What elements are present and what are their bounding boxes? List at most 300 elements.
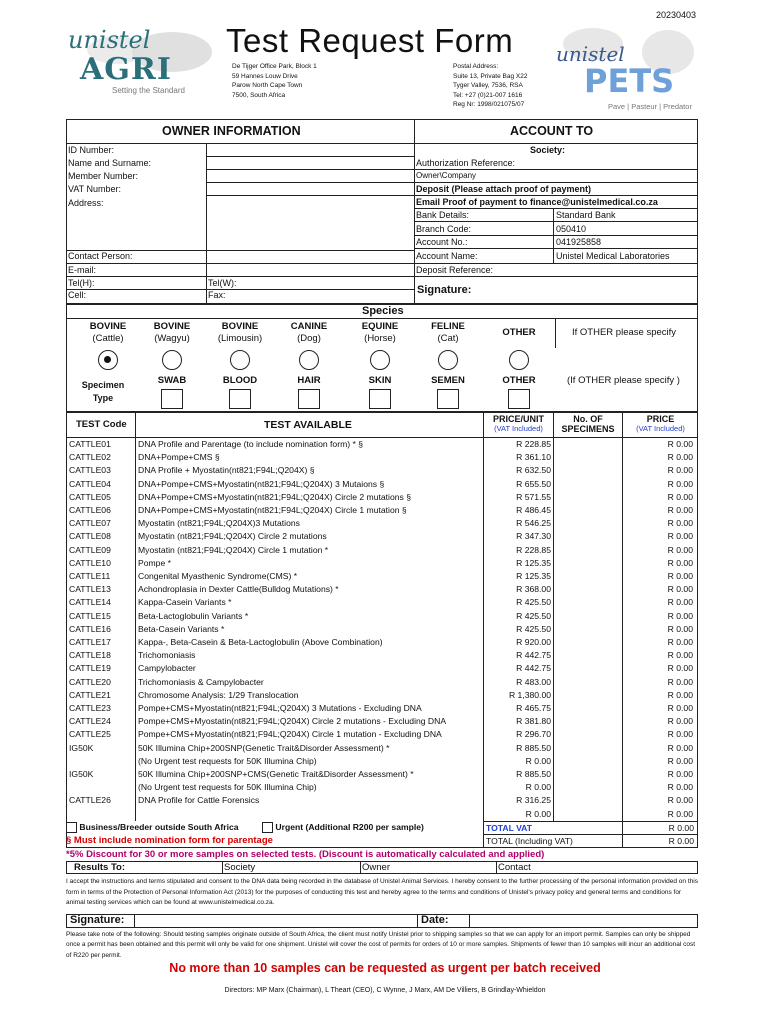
line-total: R 0.00 [667, 571, 693, 581]
specimen-option-label: SWAB [157, 375, 187, 386]
table-row [67, 676, 697, 689]
specimen-count-field[interactable] [555, 689, 621, 702]
test-code: CATTLE25 [69, 729, 111, 740]
test-code: CATTLE24 [69, 716, 111, 727]
line-total: R 0.00 [667, 650, 693, 661]
form-code: 20230403 [656, 10, 697, 20]
outside-sa-checkbox[interactable] [66, 822, 77, 833]
specimen-count-field[interactable] [555, 557, 621, 570]
unit-price: R 361.10 [516, 452, 551, 463]
species-subname: (Dog) [297, 333, 321, 344]
test-code: CATTLE17 [69, 637, 111, 647]
vat-number-label: VAT Number: [68, 184, 122, 194]
pets-logo-bottom: PETS [584, 62, 675, 100]
pets-logo-top: unistel [556, 42, 625, 66]
urgent-notice: No more than 10 samples can be requested as urgent per batch received [169, 961, 601, 975]
society-label: Society: [530, 145, 566, 155]
postal-address-line: Postal Address: [453, 63, 499, 70]
bank-row-label: Branch Code: [416, 224, 472, 234]
line-total: R 0.00 [667, 452, 693, 463]
office-address-line: Parow North Cape Town [232, 82, 303, 89]
test-code: CATTLE21 [69, 689, 111, 700]
name-label: Name and Surname: [68, 158, 152, 168]
test-name: Myostatin (nt821;F94L;Q204X)3 Mutations [138, 518, 300, 529]
unit-price: R 381.80 [516, 716, 551, 727]
pets-logo-tagline: Pave | Pasteur | Predator [608, 102, 692, 111]
table-row [67, 768, 697, 781]
test-code: CATTLE06 [69, 505, 111, 515]
id-number-label: ID Number: [68, 145, 115, 155]
specimen-count-field[interactable] [555, 755, 621, 768]
results-label: Results To: [74, 862, 126, 873]
account-signature-label: Signature: [417, 284, 472, 296]
species-option-3 [274, 321, 344, 345]
line-total: R 0.00 [667, 531, 693, 542]
results-owner[interactable] [362, 862, 390, 873]
test-name: Chromosome Analysis: 1/29 Translocation [138, 689, 299, 700]
specimen-count-field[interactable] [555, 715, 621, 728]
test-name: Pompe+CMS+Myostatin(nt821;F94L;Q204X) 3 Mutations - Excluding DNA [138, 703, 422, 713]
unit-price: R 632.50 [516, 465, 551, 476]
line-total: R 0.00 [667, 505, 693, 515]
species-radio[interactable] [299, 350, 319, 370]
test-name: 50K Illumina Chip+200SNP+CMS(Genetic Trait&Disorder Assessment) * [138, 769, 414, 779]
postal-address-line: Tyger Valley, 7536, RSA [453, 82, 523, 89]
owner-company-label: Owner\Company [416, 171, 477, 180]
test-code: CATTLE09 [69, 544, 111, 555]
species-name: FELINE [431, 321, 465, 332]
unit-price: R 125.35 [516, 571, 551, 581]
species-radio[interactable] [370, 350, 390, 370]
unit-price: R 486.45 [516, 505, 551, 515]
line-total: R 0.00 [667, 742, 693, 753]
test-code: CATTLE05 [69, 491, 111, 502]
date-label: Date: [421, 914, 449, 926]
outside-sa-option[interactable] [66, 822, 239, 833]
table-row [67, 623, 697, 636]
species-radio[interactable] [438, 350, 458, 370]
line-total: R 0.00 [667, 544, 693, 555]
specimen-count-field[interactable] [555, 596, 621, 609]
specimen-count-field[interactable] [555, 570, 621, 583]
postal-address-line: Reg Nr: 1998/021075/07 [453, 101, 525, 108]
unit-price: R 296.70 [516, 729, 551, 740]
agri-logo-tagline: Setting the Standard [112, 86, 185, 95]
test-code: CATTLE14 [69, 597, 111, 608]
test-code: CATTLE18 [69, 650, 111, 661]
specimen-count-field[interactable] [555, 583, 621, 596]
footnote: Please take note of the following: Should testing samples originate outside of South Africa, the client must notify Unistel prior to shipping samples so that we can apply for an import permit. Samples can only be shipped once a permit has been obtained and this permit will only be valid for one shipment. Unistel will cover the cost of permits for orders of 10 or more samples. Shipments of fewer than 10 samples will incur an additional cost of R220 per permit. [66, 931, 696, 959]
test-name: Trichomoniasis [138, 650, 196, 661]
specimen-label [72, 380, 134, 403]
test-name: Pompe+CMS+Myostatin(nt821;F94L;Q204X) Circle 2 mutations - Excluding DNA [138, 716, 447, 727]
test-code: CATTLE07 [69, 518, 111, 529]
line-total: R 0.00 [667, 676, 693, 687]
table-row [67, 504, 697, 517]
species-subname: (Wagyu) [154, 333, 190, 344]
results-society-label: Society [224, 862, 256, 873]
specimen-count-field[interactable] [555, 794, 621, 807]
specimen-count-field[interactable] [555, 781, 621, 794]
unit-price: R 920.00 [516, 637, 551, 647]
test-code: CATTLE16 [69, 623, 111, 634]
table-row [67, 702, 697, 715]
species-name: BOVINE [221, 321, 259, 332]
table-row [67, 464, 697, 477]
specimen-option-label: BLOOD [222, 375, 258, 386]
unit-price: R 442.75 [516, 650, 551, 661]
unit-price: R 425.50 [516, 597, 551, 608]
test-name: Kappa-, Beta-Casein & Beta-Lactoglobulin (Above Combination) [138, 637, 383, 647]
bank-row-value: 050410 [556, 224, 587, 234]
unit-price: R 316.25 [516, 795, 551, 806]
urgent-checkbox[interactable] [262, 822, 273, 833]
test-code: CATTLE01 [69, 439, 111, 449]
table-row [67, 570, 697, 583]
table-row [67, 689, 697, 702]
species-name: CANINE [290, 321, 328, 332]
office-address-line: 7500, South Africa [232, 91, 286, 99]
test-name: Myostatin (nt821;F94L;Q204X) Circle 2 mutations [138, 531, 327, 542]
agri-logo-bottom: AGRI [80, 52, 172, 87]
specimen-option-label: HAIR [297, 375, 321, 386]
test-name: DNA Profile + Myostatin(nt821;F94L;Q204X) § [138, 465, 315, 476]
species-heading: Species [362, 305, 404, 317]
unit-price: R 885.50 [516, 742, 551, 753]
table-row [67, 530, 697, 543]
table-row [67, 610, 697, 623]
unit-price: R 347.30 [516, 531, 551, 542]
col-code-header: TEST Code [76, 419, 127, 430]
table-row [67, 728, 697, 741]
specimen-count-field[interactable] [555, 623, 621, 636]
specimen-option-label: SEMEN [431, 375, 465, 386]
specimen-count-field[interactable] [555, 517, 621, 530]
unit-price: R 0.00 [525, 782, 551, 793]
specimen-count-field[interactable] [555, 649, 621, 662]
test-code: IG50K [69, 769, 94, 779]
unit-price: R 0.00 [525, 808, 551, 819]
test-code: CATTLE10 [69, 557, 111, 568]
unit-price: R 483.00 [516, 676, 551, 687]
test-name: Trichomoniasis & Campylobacter [138, 676, 264, 687]
unistel-agri-logo [62, 22, 217, 102]
table-row [67, 544, 697, 557]
specimen-count-field[interactable] [555, 768, 621, 781]
species-radio[interactable] [230, 350, 250, 370]
line-total: R 0.00 [667, 729, 693, 740]
unit-price: R 465.75 [516, 703, 551, 713]
test-code: CATTLE03 [69, 465, 111, 476]
species-option-0 [73, 321, 143, 345]
results-contact[interactable] [498, 862, 531, 873]
table-row [67, 755, 697, 768]
office-address-line: 59 Hannes Louw Drive [232, 72, 298, 80]
specimen-count-field[interactable] [555, 451, 621, 464]
table-row [67, 596, 697, 609]
owner-heading: OWNER INFORMATION [162, 124, 301, 138]
species-other-specify: If OTHER please specify [572, 327, 677, 338]
line-total: R 0.00 [667, 465, 693, 476]
table-row [67, 438, 697, 451]
line-total: R 0.00 [667, 584, 693, 595]
postal-address-line: Suite 13, Private Bag X22 [453, 72, 528, 80]
office-address [232, 62, 317, 100]
table-row [67, 557, 697, 570]
member-number-label: Member Number: [68, 171, 139, 181]
specimen-count-field[interactable] [555, 478, 621, 491]
col-total-note: (VAT Included) [636, 424, 685, 433]
col-price-title: PRICE/UNIT [492, 414, 544, 424]
specimen-checkbox[interactable] [508, 389, 530, 409]
total-vat-value: R 0.00 [668, 823, 694, 833]
address-label: Address: [68, 198, 104, 208]
specimen-other-specify: (If OTHER please specify ) [567, 375, 680, 386]
test-name: Beta-Lactoglobulin Variants * [138, 610, 249, 621]
table-row [67, 583, 697, 596]
species-option-5 [413, 321, 483, 345]
unit-price: R 228.85 [516, 439, 551, 449]
line-total: R 0.00 [667, 491, 693, 502]
line-total: R 0.00 [667, 769, 693, 779]
specimen-label-2: Type [92, 393, 114, 403]
line-total: R 0.00 [667, 689, 693, 700]
specimen-option-label: OTHER [502, 375, 536, 386]
test-name: Kappa-Casein Variants * [138, 597, 232, 608]
total-vat-label: TOTAL VAT [486, 823, 532, 833]
specimen-checkbox[interactable] [161, 389, 183, 409]
unit-price: R 425.50 [516, 623, 551, 634]
signature-field[interactable] [135, 915, 416, 927]
contact-person-label: Contact Person: [68, 251, 133, 261]
discount-note: *5% Discount for 30 or more samples on selected tests. (Discount is automatically calculated and applied) [66, 849, 545, 860]
unistel-pets-logo [548, 22, 698, 112]
test-code: CATTLE19 [69, 663, 111, 674]
test-name: DNA+Pompe+CMS+Myostatin(nt821;F94L;Q204X) 3 Mutaions § [138, 478, 385, 489]
line-total: R 0.00 [667, 637, 693, 647]
date-field[interactable] [470, 915, 697, 927]
test-name: DNA+Pompe+CMS+Myostatin(nt821;F94L;Q204X) Circle 1 mutation § [138, 505, 407, 515]
test-name: DNA Profile for Cattle Forensics [138, 795, 260, 806]
agri-logo-top: unistel [68, 26, 151, 54]
table-row [67, 715, 697, 728]
test-name: DNA+Pompe+CMS § [138, 452, 220, 463]
email-label: E-mail: [68, 265, 97, 275]
unit-price: R 546.25 [516, 518, 551, 529]
specimen-count-field[interactable] [555, 728, 621, 741]
specimen-count-field[interactable] [555, 544, 621, 557]
test-code: CATTLE26 [69, 795, 111, 806]
species-option-6 [484, 327, 554, 339]
test-name: DNA Profile and Parentage (to include nomination form) * § [138, 439, 363, 449]
specimen-count-field[interactable] [555, 464, 621, 477]
line-total: R 0.00 [667, 623, 693, 634]
urgent-option[interactable] [262, 822, 424, 833]
table-row [67, 636, 697, 649]
species-option-4 [345, 321, 415, 345]
results-contact-label: Contact [498, 862, 531, 873]
table-row [67, 781, 697, 794]
total-incl-label: TOTAL (Including VAT) [486, 836, 573, 846]
test-code: CATTLE15 [69, 610, 111, 621]
account-heading: ACCOUNT TO [510, 124, 594, 138]
specimen-count-field[interactable] [555, 702, 621, 715]
table-row [67, 662, 697, 675]
cell-label: Cell: [68, 290, 87, 300]
deposit-ref-label: Deposit Reference: [416, 265, 494, 275]
species-option-1 [137, 321, 207, 345]
signature-label: Signature: [70, 914, 125, 926]
postal-address [453, 62, 527, 110]
table-row [67, 794, 697, 807]
unit-price: R 0.00 [525, 755, 551, 766]
tel-w-label: Tel(W): [208, 278, 237, 288]
specimen-checkbox[interactable] [229, 389, 251, 409]
unit-price: R 442.75 [516, 663, 551, 674]
specimen-count-field[interactable] [555, 530, 621, 543]
col-total-header [623, 414, 698, 434]
species-subname: (Limousin) [217, 333, 263, 344]
tel-h-label: Tel(H): [68, 278, 95, 288]
line-total: R 0.00 [667, 808, 693, 819]
line-total: R 0.00 [667, 610, 693, 621]
table-row [67, 649, 697, 662]
test-code: CATTLE04 [69, 478, 111, 489]
specimen-count-field[interactable] [555, 438, 621, 451]
species-name: OTHER [502, 327, 536, 338]
specimen-count-field[interactable] [555, 636, 621, 649]
table-row [67, 808, 697, 821]
nomination-note: § Must include nomination form for parentage [66, 835, 273, 846]
unit-price: R 425.50 [516, 610, 551, 621]
species-radio[interactable] [162, 350, 182, 370]
specimen-checkbox[interactable] [437, 389, 459, 409]
specimen-count-field[interactable] [555, 610, 621, 623]
unit-price: R 885.50 [516, 769, 551, 779]
test-code: CATTLE20 [69, 676, 111, 687]
line-total: R 0.00 [667, 478, 693, 489]
table-row [67, 742, 697, 755]
bank-row-value: Standard Bank [556, 210, 616, 220]
deposit-label: Deposit (Please attach proof of payment) [416, 184, 592, 194]
unit-price: R 368.00 [516, 584, 551, 595]
test-name: Pompe * [138, 557, 171, 568]
test-code: CATTLE08 [69, 531, 111, 542]
fax-label: Fax: [208, 290, 226, 300]
table-row [67, 451, 697, 464]
species-name: BOVINE [153, 321, 191, 332]
test-code: CATTLE11 [69, 571, 111, 581]
results-society[interactable] [224, 862, 255, 873]
postal-address-line: Tel: +27 (0)21-007 1616 [453, 91, 523, 99]
line-total: R 0.00 [667, 703, 693, 713]
auth-ref-label: Authorization Reference: [416, 158, 516, 168]
specimen-option-label: SKIN [368, 375, 392, 386]
specimen-checkbox[interactable] [298, 389, 320, 409]
col-total-title: PRICE [646, 414, 675, 424]
specimen-count-field[interactable] [555, 491, 621, 504]
col-price-note: (VAT Included) [494, 424, 543, 433]
bank-row-value: 041925858 [556, 237, 602, 247]
specimen-count-field[interactable] [555, 808, 621, 821]
line-total: R 0.00 [667, 782, 693, 793]
col-specimens-title-1: No. OF [573, 414, 603, 424]
bank-row-label: Account No.: [416, 237, 468, 247]
unit-price: R 571.55 [516, 491, 551, 502]
unit-price: R 125.35 [516, 557, 551, 568]
species-subname: (Cattle) [92, 333, 124, 344]
test-code: CATTLE23 [69, 703, 111, 713]
outside-sa-label: Business/Breeder outside South Africa [79, 822, 239, 832]
species-name: EQUINE [361, 321, 399, 332]
radio-selected-dot [104, 356, 111, 363]
specimen-count-field[interactable] [555, 662, 621, 675]
test-name: (No Urgent test requests for 50K Illumina Chip) [138, 782, 317, 793]
col-specimens-title-2: SPECIMENS [561, 424, 615, 434]
bank-row-label: Account Name: [416, 251, 478, 261]
line-total: R 0.00 [667, 755, 693, 766]
species-radio[interactable] [98, 350, 118, 370]
specimen-checkbox[interactable] [369, 389, 391, 409]
test-name: Pompe+CMS+Myostatin(nt821;F94L;Q204X) Circle 1 mutation - Excluding DNA [138, 729, 442, 740]
test-name: DNA+Pompe+CMS+Myostatin(nt821;F94L;Q204X) Circle 2 mutations § [138, 491, 411, 502]
page-title: Test Request Form [226, 22, 514, 59]
consent-text: I accept the instructions and terms stipulated and consent to the DNA data being recorded in the database of Unistel Animal Services. I hereby consent to the further processing of the personal information provided on this form in terms of the Protection of Personal Information Act (2013) for the purposes of conducting this test and hereby agree to the terms and conditions of Unistel's privacy policy and general terms and conditions for animal testing services which can be found at www.unistelmedical.co.za. [66, 878, 698, 906]
specimen-label-1: Specimen [81, 380, 125, 390]
col-price-header [484, 414, 553, 434]
test-name: Congenital Myasthenic Syndrome(CMS) * [138, 571, 298, 581]
test-code: IG50K [69, 742, 94, 753]
table-row [67, 491, 697, 504]
col-specimens-header [554, 414, 622, 434]
test-code: CATTLE13 [69, 584, 111, 595]
line-total: R 0.00 [667, 597, 693, 608]
results-owner-label: Owner [362, 862, 390, 873]
species-radio[interactable] [509, 350, 529, 370]
line-total: R 0.00 [667, 518, 693, 529]
species-subname: (Horse) [364, 333, 396, 344]
specimen-count-field[interactable] [555, 504, 621, 517]
specimen-count-field[interactable] [555, 676, 621, 689]
directors: Directors: MP Marx (Chairman), L Theart (CEO), C Wynne, J Marx, AM De Villiers, B Grindlay-Whieldon [224, 987, 546, 994]
line-total: R 0.00 [667, 439, 693, 449]
total-incl-value: R 0.00 [668, 836, 694, 846]
line-total: R 0.00 [667, 663, 693, 674]
line-total: R 0.00 [667, 557, 693, 568]
bank-row-value: Unistel Medical Laboratories [556, 251, 670, 261]
unit-price: R 655.50 [516, 478, 551, 489]
species-option-2 [205, 321, 275, 345]
test-name: Campylobacter [138, 663, 196, 674]
specimen-count-field[interactable] [555, 742, 621, 755]
test-name: Myostatin (nt821;F94L;Q204X) Circle 1 mutation * [138, 544, 329, 555]
col-test-header: TEST AVAILABLE [264, 419, 352, 431]
test-code: CATTLE02 [69, 452, 111, 463]
species-name: BOVINE [89, 321, 127, 332]
table-row [67, 517, 697, 530]
species-subname: (Cat) [437, 333, 459, 344]
email-proof-label: Email Proof of payment to finance@unistelmedical.co.za [416, 197, 658, 207]
bank-row-label: Bank Details: [416, 210, 470, 220]
unit-price: R 228.85 [516, 544, 551, 555]
test-name: 50K Illumina Chip+200SNP(Genetic Trait&Disorder Assessment) * [138, 742, 390, 753]
line-total: R 0.00 [667, 716, 693, 727]
test-name: Beta-Casein Variants * [138, 623, 225, 634]
table-row [67, 478, 697, 491]
test-name: Achondroplasia in Dexter Cattle(Bulldog Mutations) * [138, 584, 339, 595]
urgent-label: Urgent (Additional R200 per sample) [275, 822, 424, 832]
line-total: R 0.00 [667, 795, 693, 806]
